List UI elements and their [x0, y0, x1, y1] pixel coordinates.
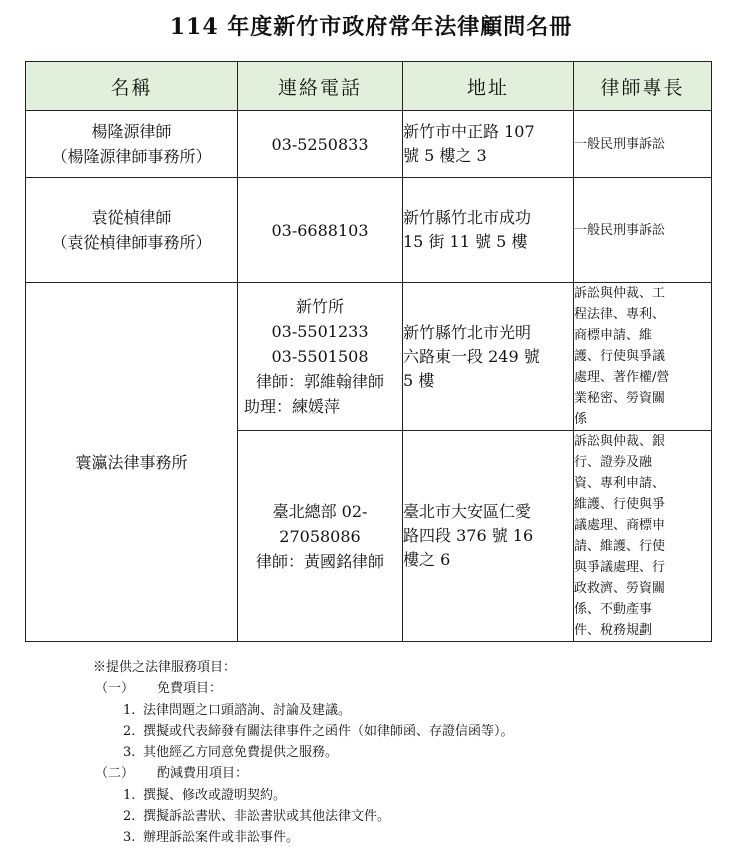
branch-lawyer: 律師：黃國銘律師: [255, 551, 384, 571]
branch-contact-cell: [238, 283, 403, 431]
address-line: 六路東一段 249 號: [403, 346, 540, 366]
list-item: [93, 806, 514, 827]
specialty-cell: [574, 283, 712, 431]
specialty-line: 商標申請、維: [574, 328, 653, 343]
item-text: 其他經乙方同意免費提供之服務。: [143, 745, 339, 761]
specialty-line: 業秘密、勞資關: [574, 391, 666, 406]
list-item: [93, 742, 514, 763]
specialty-line: 維護、行使與爭: [574, 497, 666, 512]
firm-name-cell: 寰瀛法律事務所: [26, 283, 238, 642]
item-number: 3.: [123, 745, 136, 761]
item-text: 法律問題之口頭諮詢、討論及建議。: [143, 702, 352, 718]
address-line: 號 5 樓之 3: [403, 146, 487, 165]
address-line: 新竹縣竹北市光明: [403, 322, 532, 342]
item-number: 2.: [123, 809, 136, 825]
branch-phone: 03-5501233: [271, 322, 369, 341]
header-address: 地址: [403, 62, 574, 111]
lawyer-name-cell: [26, 111, 238, 178]
specialty-line: 處理、著作權/營: [574, 370, 670, 385]
lawyer-roster-table: [25, 61, 712, 642]
table-row: [26, 111, 712, 178]
item-text: 辦理訴訟案件或非訟事件。: [143, 830, 300, 846]
item-number: 2.: [123, 723, 136, 739]
header-name: 名稱: [26, 62, 238, 111]
specialty-line: 議處理、商標申: [574, 518, 666, 533]
list-item: [93, 785, 514, 806]
branch-assistant: 助理：練媛萍: [244, 397, 341, 416]
header-specialty: 律師專長: [574, 62, 712, 111]
specialty-cell: [574, 431, 712, 642]
lawyer-name: 袁從楨律師: [91, 208, 172, 227]
specialty-cell: 一般民刑事訴訟: [574, 178, 712, 283]
address-cell: [403, 111, 574, 178]
branch-phone: 臺北總部 02-: [272, 501, 368, 521]
notes-section-heading: [93, 763, 514, 784]
table-row: [26, 178, 712, 283]
branch-phone: 03-5501508: [271, 347, 369, 366]
branch-name: 新竹所: [295, 297, 344, 316]
address-line: 樓之 6: [403, 550, 451, 569]
item-number: 1.: [123, 787, 136, 803]
item-text: 撰擬、修改或證明契約。: [143, 787, 287, 803]
address-cell: [403, 178, 574, 283]
branch-contact-cell: [238, 431, 403, 642]
page-title: 114 年度新竹市政府常年法律顧問名冊: [169, 14, 573, 40]
specialty-line: 件、稅務規劃: [574, 623, 653, 638]
address-cell: [403, 283, 574, 431]
header-phone: 連絡電話: [238, 62, 403, 111]
specialty-line: 訴訟與仲裁、工: [574, 286, 666, 301]
specialty-line: 訴訟與仲裁、銀: [574, 434, 666, 449]
specialty-line: 與爭議處理、行: [574, 560, 666, 575]
specialty-line: 請、維護、行使: [574, 539, 666, 554]
notes-section-heading: [93, 678, 514, 699]
phone-cell: 03-5250833: [238, 111, 403, 178]
lawyer-name-cell: [26, 178, 238, 283]
specialty-cell: 一般民刑事訴訟: [574, 111, 712, 178]
services-notes: [93, 657, 514, 849]
item-text: 撰擬或代表締發有關法律事件之函件（如律師函、存證信函等）。: [143, 723, 514, 739]
address-line: 15 街 11 號 5 樓: [403, 232, 528, 251]
specialty-line: 資、專利申請、: [574, 476, 666, 491]
table-row: [26, 283, 712, 431]
phone-cell: 03-6688103: [238, 178, 403, 283]
specialty-line: 行、證券及融: [574, 455, 653, 470]
list-item: [93, 700, 514, 721]
item-number: 1.: [123, 702, 136, 718]
address-line: 路四段 376 號 16: [403, 526, 534, 545]
address-cell: [403, 431, 574, 642]
firm-name: （袁從楨律師事務所）: [51, 233, 212, 252]
specialty-line: 程法律、專利、: [574, 307, 666, 322]
section-marker: （二）: [95, 766, 135, 782]
table-header-row: [26, 62, 712, 111]
branch-phone: 27058086: [279, 526, 361, 546]
address-line: 5 樓: [403, 370, 435, 390]
specialty-line: 政救濟、勞資關: [574, 581, 666, 596]
section-label: 免費項目：: [157, 681, 223, 697]
item-text: 撰擬訴訟書狀、非訟書狀或其他法律文件。: [143, 809, 391, 825]
lawyer-name: 楊隆源律師: [91, 122, 172, 141]
list-item: [93, 721, 514, 742]
section-label: 酌減費用項目：: [157, 766, 249, 782]
list-item: [93, 827, 514, 848]
specialty-line: 係、不動產事: [574, 602, 653, 617]
item-number: 3.: [123, 830, 136, 846]
specialty-line: 係: [574, 412, 588, 427]
section-marker: （一）: [95, 681, 135, 697]
address-line: 臺北市大安區仁愛: [403, 502, 532, 521]
address-line: 新竹縣竹北市成功: [403, 208, 532, 227]
specialty-line: 護、行使與爭議: [574, 349, 666, 364]
address-line: 新竹市中正路 107: [403, 122, 535, 141]
notes-heading: ※提供之法律服務項目：: [93, 660, 237, 675]
branch-lawyer: 律師：郭維翰律師: [255, 372, 384, 391]
firm-name: （楊隆源律師事務所）: [51, 147, 212, 166]
